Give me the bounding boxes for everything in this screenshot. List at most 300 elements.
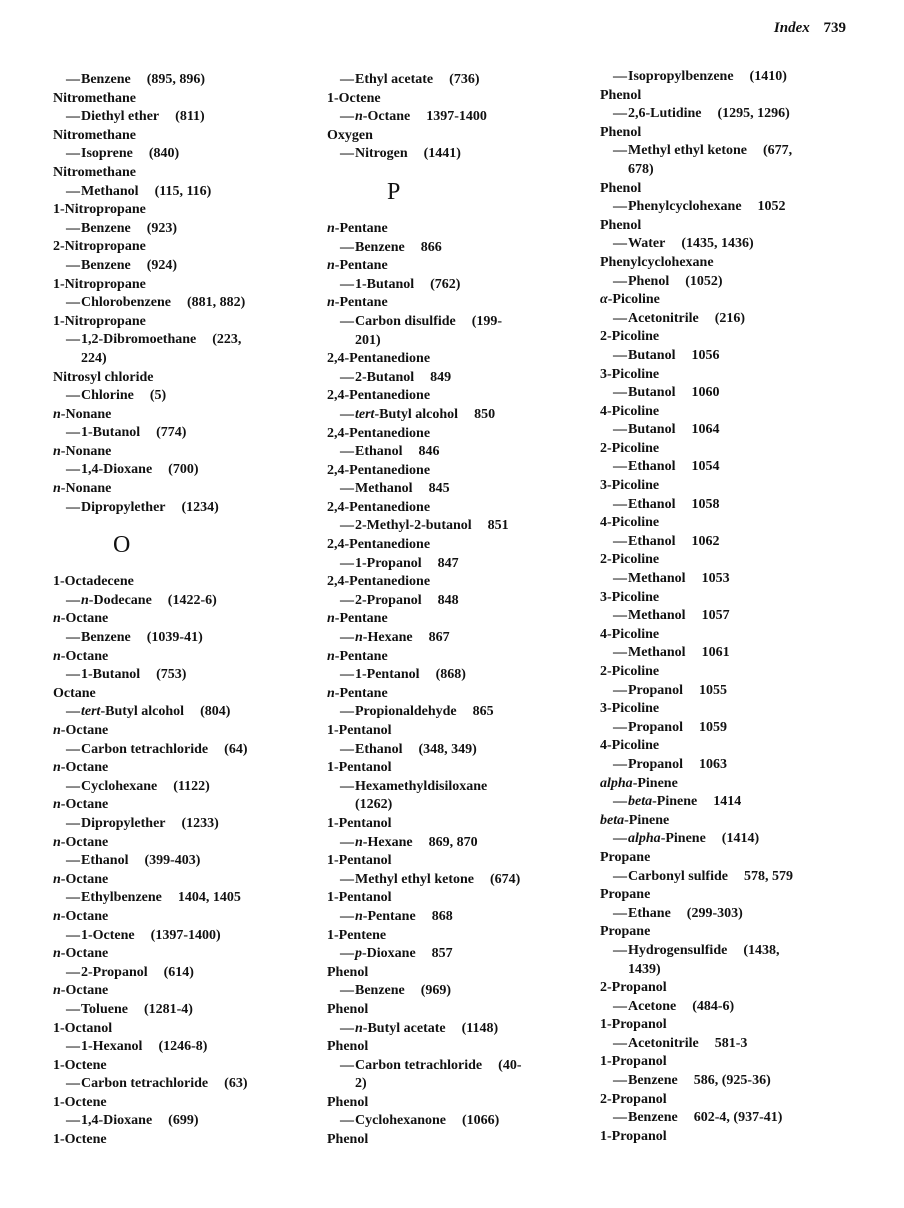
index-entry-heading — [53, 796, 323, 815]
entry-term: Methyl ethyl ketone — [628, 143, 747, 159]
page-references: 848 — [437, 592, 459, 608]
em-dash: — — [66, 109, 80, 125]
section-letter: O — [113, 532, 131, 559]
entry-term: 1,2-Dibromoethane — [81, 332, 197, 348]
em-dash: — — [340, 276, 354, 292]
index-entry-heading — [327, 759, 597, 778]
entry-term: 1-Propanol — [600, 1017, 667, 1033]
index-entry-heading — [327, 220, 597, 239]
index-entry-heading — [53, 759, 323, 778]
index-subentry — [53, 220, 323, 239]
entry-term: Phenol — [628, 273, 670, 289]
index-entry-heading — [327, 257, 597, 276]
italic-prefix: n — [53, 797, 61, 813]
entry-term: 1-Octanol — [53, 1020, 113, 1036]
index-subentry — [600, 198, 870, 217]
entry-term: 2,4-Pentanedione — [327, 388, 431, 404]
em-dash: — — [613, 905, 627, 921]
page-references: (1052) — [685, 273, 723, 289]
entry-term: Benzene — [81, 257, 131, 273]
em-dash: — — [613, 310, 627, 326]
entry-term: 2-Picoline — [600, 552, 660, 568]
entry-term: 2-Nitropropane — [53, 239, 146, 255]
em-dash: — — [66, 72, 80, 87]
index-subentry — [53, 461, 323, 480]
entry-term: -Pinene — [660, 831, 706, 847]
index-subentry — [600, 682, 870, 701]
entry-term: -Hexane — [362, 834, 413, 850]
index-subentry — [600, 607, 870, 626]
index-subentry — [600, 458, 870, 477]
index-entry-heading — [327, 425, 597, 444]
entry-term: Benzene — [628, 1110, 678, 1126]
entry-term: Oxygen — [327, 127, 373, 143]
index-entry-heading — [327, 462, 597, 481]
entry-term: -Octane — [60, 834, 109, 850]
italic-prefix: n — [327, 220, 335, 236]
italic-prefix: n — [53, 908, 61, 924]
index-subentry — [53, 257, 323, 276]
entry-term: Phenol — [600, 217, 642, 233]
index-entry-heading — [53, 945, 323, 964]
page-number: 739 — [823, 20, 846, 36]
index-entry-heading — [53, 648, 323, 667]
italic-prefix: n — [53, 834, 61, 850]
index-subentry — [600, 942, 870, 961]
page-references: 1052 — [757, 199, 786, 215]
index-subentry — [327, 1020, 597, 1039]
page-references: (1441) — [423, 146, 461, 162]
page-references: 1414 — [713, 794, 742, 810]
em-dash: — — [66, 425, 80, 441]
index-subentry — [600, 496, 870, 515]
index-column-middle — [327, 71, 597, 1150]
entry-term: Butanol — [628, 347, 676, 363]
running-head-label: Index — [773, 20, 810, 36]
em-dash: — — [613, 236, 627, 252]
entry-term: 1-Octene — [81, 927, 135, 943]
page-references: (5) — [149, 388, 167, 404]
entry-term: Octane — [53, 685, 96, 701]
index-entry-heading — [327, 815, 597, 834]
em-dash: — — [340, 704, 354, 720]
index-subentry — [327, 1057, 597, 1076]
entry-term: 1-Propanol — [600, 1054, 667, 1070]
index-entry-heading — [600, 514, 870, 533]
entry-term: -Octane — [60, 648, 109, 664]
entry-term: -Dioxane — [362, 946, 416, 962]
entry-term: Methanol — [628, 645, 686, 661]
em-dash: — — [66, 890, 80, 906]
em-dash: — — [340, 481, 354, 497]
index-subentry — [327, 945, 597, 964]
page-references: (924) — [146, 257, 178, 273]
index-subentry — [600, 384, 870, 403]
page-references: 1061 — [701, 645, 730, 661]
em-dash: — — [613, 69, 627, 84]
entry-term: Phenol — [327, 1094, 369, 1110]
italic-prefix: n — [53, 983, 61, 999]
page-references: (1148) — [461, 1020, 499, 1036]
italic-prefix: n — [53, 648, 61, 664]
index-entry-heading — [327, 350, 597, 369]
em-dash: — — [340, 908, 354, 924]
entry-term: 2,4-Pentanedione — [327, 425, 431, 441]
entry-term: Ethane — [628, 905, 671, 921]
page-references: 602-4, (937-41) — [693, 1110, 783, 1126]
index-subentry — [53, 778, 323, 797]
em-dash: — — [66, 927, 80, 943]
index-entry-heading — [53, 1131, 323, 1150]
index-column-right — [600, 68, 870, 1146]
entry-term: 1-Pentanol — [327, 890, 392, 906]
index-entry-heading — [327, 648, 597, 667]
em-dash: — — [66, 183, 80, 199]
page-references: (969) — [420, 983, 452, 999]
page-references: (399-403) — [144, 853, 201, 869]
entry-term: Chlorine — [81, 388, 134, 404]
index-subentry — [53, 815, 323, 834]
page-references: (1414) — [721, 831, 760, 847]
entry-term: Water — [628, 236, 666, 252]
entry-term: Propane — [600, 887, 651, 903]
index-continuation — [600, 161, 870, 180]
entry-term: -Nonane — [60, 481, 112, 497]
index-continuation — [327, 796, 597, 815]
page-references: (840) — [148, 146, 180, 162]
entry-term: Ethylbenzene — [81, 890, 162, 906]
index-entry-heading — [53, 871, 323, 890]
page-references: 869, 870 — [428, 834, 478, 850]
index-subentry — [600, 421, 870, 440]
em-dash: — — [66, 853, 80, 869]
entry-term: Butanol — [628, 385, 676, 401]
index-entry-heading — [327, 1001, 597, 1020]
em-dash: — — [340, 741, 354, 757]
em-dash: — — [340, 313, 354, 329]
index-entry-heading — [600, 180, 870, 199]
index-subentry — [53, 927, 323, 946]
page-references: 1063 — [698, 756, 727, 772]
page-references: 578, 579 — [743, 868, 793, 884]
page-references: (881, 882) — [186, 295, 246, 311]
em-dash: — — [66, 1076, 80, 1092]
em-dash: — — [340, 834, 354, 850]
index-entry-heading — [53, 276, 323, 295]
italic-prefix: n — [53, 946, 61, 962]
index-subentry — [53, 71, 323, 90]
entry-term: -Pentane — [334, 220, 388, 236]
index-subentry — [53, 499, 323, 518]
entry-term: Methanol — [81, 183, 139, 199]
entry-term: Phenol — [600, 87, 642, 103]
entry-term: -Octane — [60, 723, 109, 738]
entry-term: 1-Pentanol — [327, 760, 392, 776]
em-dash: — — [613, 794, 627, 810]
index-entry-heading — [600, 812, 870, 831]
italic-prefix: n — [327, 611, 335, 627]
page-references: 867 — [428, 630, 450, 646]
index-entry-heading — [53, 722, 323, 741]
entry-term: 1-Octene — [53, 1094, 107, 1110]
page-references: 865 — [472, 704, 494, 720]
entry-term: Toluene — [81, 1001, 128, 1017]
index-subentry — [600, 1035, 870, 1054]
index-entry-heading — [327, 127, 597, 146]
entry-term: Ethanol — [355, 444, 403, 460]
em-dash: — — [340, 239, 354, 255]
entry-term: 2-Butanol — [355, 369, 415, 385]
index-entry-heading — [600, 849, 870, 868]
page-references: (63) — [224, 1076, 248, 1092]
index-subentry — [53, 1112, 323, 1131]
index-continuation — [327, 332, 597, 351]
entry-term: 1,4-Dioxane — [81, 462, 153, 478]
em-dash: — — [340, 406, 354, 422]
index-subentry — [53, 592, 323, 611]
page-references: (1438, — [743, 942, 780, 958]
index-subentry — [327, 71, 597, 90]
em-dash: — — [66, 499, 80, 515]
page-references: (700) — [168, 462, 199, 478]
index-subentry — [327, 276, 597, 295]
index-subentry — [53, 852, 323, 871]
index-subentry — [53, 964, 323, 983]
entry-term: Dipropylether — [81, 815, 166, 831]
page-references: 1060 — [691, 385, 720, 401]
index-subentry — [327, 108, 597, 127]
em-dash: — — [613, 1073, 627, 1089]
italic-prefix: n — [53, 443, 61, 459]
page-references: (1281-4) — [143, 1001, 193, 1017]
entry-term: Phenol — [327, 1132, 369, 1148]
em-dash: — — [613, 385, 627, 401]
index-entry-heading — [327, 610, 597, 629]
entry-term: Phenylcyclohexane — [600, 254, 714, 270]
entry-term: Nitromethane — [53, 164, 136, 180]
entry-term: Benzene — [81, 630, 131, 646]
entry-term: 3-Picoline — [600, 589, 660, 605]
entry-term: 1-Octadecene — [53, 574, 134, 590]
entry-term: 1-Pentene — [327, 927, 387, 943]
em-dash: — — [340, 72, 354, 87]
page-references: (762) — [430, 276, 461, 292]
entry-term: Phenol — [600, 124, 642, 140]
entry-term: 2-Propanol — [600, 980, 667, 996]
page-references: (40- — [498, 1057, 522, 1073]
index-subentry — [53, 424, 323, 443]
index-subentry — [600, 1072, 870, 1091]
page-references: 1064 — [691, 422, 720, 438]
index-entry-heading — [53, 369, 323, 388]
index-entry-heading — [327, 294, 597, 313]
italic-prefix: beta — [600, 812, 625, 828]
index-entry-heading — [327, 1094, 597, 1113]
index-entry-heading — [53, 90, 323, 109]
em-dash: — — [613, 1035, 627, 1051]
index-entry-heading — [327, 387, 597, 406]
entry-term: 4-Picoline — [600, 403, 660, 419]
index-entry-heading — [53, 127, 323, 146]
entry-term: Isoprene — [81, 146, 133, 162]
entry-term: -Nonane — [60, 406, 112, 422]
em-dash: — — [340, 146, 354, 162]
entry-term: Propanol — [628, 682, 683, 698]
index-entry-heading — [53, 982, 323, 1001]
index-subentry — [53, 1075, 323, 1094]
italic-prefix: n — [53, 871, 61, 887]
index-subentry — [600, 68, 870, 87]
page-references: (1295, 1296) — [717, 106, 790, 122]
page-references: (895, 896) — [146, 72, 206, 87]
entry-term: Carbon tetrachloride — [355, 1057, 483, 1073]
page-references: (223, — [212, 332, 242, 348]
index-subentry — [327, 313, 597, 332]
em-dash: — — [613, 106, 627, 122]
page-references: 1053 — [701, 571, 730, 587]
entry-term: 1-Butanol — [355, 276, 415, 292]
entry-term: 2,4-Pentanedione — [327, 574, 431, 590]
index-entry-heading — [327, 964, 597, 983]
page-references: (115, 116) — [154, 183, 212, 199]
page-references: (64) — [224, 741, 248, 757]
page-references: 1058 — [691, 496, 720, 512]
em-dash: — — [340, 592, 354, 608]
entry-term: Benzene — [81, 72, 131, 87]
entry-term: -Pentane — [334, 258, 388, 274]
entry-term: -Dodecane — [88, 592, 152, 608]
entry-term: -Octane — [362, 109, 411, 125]
index-continuation — [600, 961, 870, 980]
index-subentry — [53, 108, 323, 127]
entry-term: Diethyl ether — [81, 109, 160, 125]
index-subentry — [327, 592, 597, 611]
entry-term: 4-Picoline — [600, 626, 660, 642]
index-subentry — [327, 406, 597, 425]
em-dash: — — [66, 295, 80, 311]
em-dash: — — [613, 422, 627, 438]
index-entry-heading — [600, 737, 870, 756]
italic-prefix: n — [355, 908, 363, 924]
entry-term: -Pinene — [652, 794, 698, 810]
index-entry-heading — [600, 328, 870, 347]
entry-term: -Octane — [60, 908, 109, 924]
index-subentry — [327, 871, 597, 890]
em-dash: — — [613, 645, 627, 661]
index-entry-heading — [53, 238, 323, 257]
index-subentry — [327, 239, 597, 258]
entry-term: Propionaldehyde — [355, 704, 457, 720]
entry-term: 2,4-Pentanedione — [327, 499, 431, 515]
section-letter: P — [387, 178, 401, 205]
page-references: 1059 — [698, 719, 727, 735]
entry-term: 1-Propanol — [355, 555, 422, 571]
page-references: (199- — [471, 313, 503, 329]
index-subentry — [327, 629, 597, 648]
entry-term: 3-Picoline — [600, 478, 660, 494]
page-references: (736) — [449, 72, 480, 87]
index-subentry — [53, 145, 323, 164]
entry-term: 224) — [81, 350, 107, 366]
em-dash: — — [340, 1057, 354, 1073]
em-dash: — — [613, 199, 627, 215]
italic-prefix: tert — [355, 406, 375, 422]
italic-prefix: n — [327, 295, 335, 311]
em-dash: — — [613, 143, 627, 159]
index-entry-heading — [600, 775, 870, 794]
index-continuation — [53, 350, 323, 369]
index-subentry — [327, 666, 597, 685]
index-subentry — [53, 1001, 323, 1020]
em-dash: — — [340, 555, 354, 571]
entry-term: Propane — [600, 924, 651, 940]
entry-term: Phenol — [327, 964, 369, 980]
italic-prefix: alpha — [600, 775, 633, 791]
index-entry-heading — [327, 90, 597, 109]
page-references: (614) — [163, 964, 194, 980]
index-entry-heading — [327, 536, 597, 555]
entry-term: Benzene — [355, 983, 405, 999]
index-subentry — [327, 778, 597, 797]
index-subentry — [600, 905, 870, 924]
page-references: (674) — [489, 871, 521, 887]
entry-term: Chlorobenzene — [81, 295, 171, 311]
entry-term: -Pentane — [334, 685, 388, 701]
page-references: 847 — [437, 555, 459, 571]
page-header — [774, 20, 846, 37]
entry-term: Benzene — [355, 239, 405, 255]
index-subentry — [600, 105, 870, 124]
entry-term: Methanol — [355, 481, 413, 497]
index-entry-heading — [600, 217, 870, 236]
em-dash: — — [66, 1113, 80, 1129]
index-subentry — [53, 294, 323, 313]
index-subentry — [600, 347, 870, 366]
entry-term: -Pentane — [334, 611, 388, 627]
page-references: (1410) — [749, 69, 787, 84]
index-entry-heading — [600, 254, 870, 273]
page-references: 1056 — [691, 347, 720, 363]
index-subentry — [600, 830, 870, 849]
entry-term: Propane — [600, 849, 651, 865]
entry-term: -Octane — [60, 871, 109, 887]
index-subentry — [53, 703, 323, 722]
index-subentry — [600, 644, 870, 663]
em-dash: — — [613, 1110, 627, 1126]
index-column-left — [53, 71, 323, 1150]
index-subentry — [327, 908, 597, 927]
entry-term: 2-Propanol — [81, 964, 148, 980]
page-references: (677, — [762, 143, 793, 159]
index-entry-heading — [53, 201, 323, 220]
em-dash: — — [340, 1020, 354, 1036]
page-references: (923) — [146, 220, 178, 236]
em-dash: — — [613, 347, 627, 363]
page-references: 849 — [430, 369, 452, 385]
page-references: (804) — [200, 704, 231, 720]
page-references: (1422-6) — [167, 592, 217, 608]
entry-term: 2-Propanol — [600, 1091, 667, 1107]
entry-term: 1-Pentanol — [327, 815, 392, 831]
entry-term: 4-Picoline — [600, 515, 660, 531]
em-dash: — — [66, 220, 80, 236]
entry-term: Nitromethane — [53, 127, 136, 143]
entry-term: Acetonitrile — [628, 1035, 699, 1051]
page-references: 1397-1400 — [426, 109, 487, 125]
entry-term: 1-Nitropropane — [53, 202, 146, 218]
entry-term: Nitromethane — [53, 90, 136, 106]
index-subentry — [327, 443, 597, 462]
